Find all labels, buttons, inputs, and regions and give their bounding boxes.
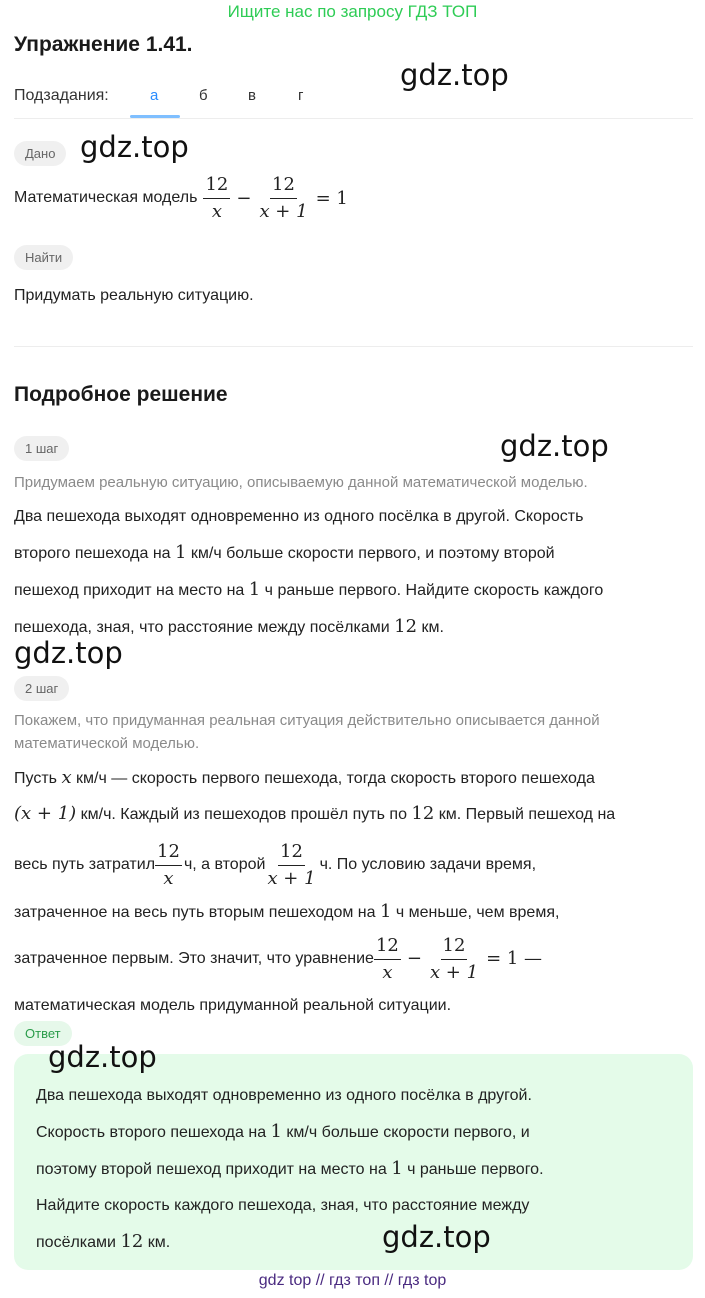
step2-line: математическая модель придуманной реальной ситуации.	[14, 997, 452, 1014]
watermark: gdz.top	[400, 58, 509, 92]
fraction	[257, 174, 309, 223]
watermark: gdz.top	[80, 130, 189, 164]
fraction	[374, 935, 401, 984]
text-part: км.	[143, 1234, 171, 1251]
fraction	[155, 841, 182, 890]
step2-line	[14, 836, 699, 894]
tabs-divider	[14, 118, 693, 119]
number: 1	[270, 1121, 282, 1142]
fraction-denominator: x	[382, 961, 393, 983]
fraction-numerator: 12	[203, 174, 230, 199]
solution-heading: Подробное решение	[14, 383, 228, 406]
answer-line: Два пешехода выходят одновременно из одного посёлка в другой.	[36, 1087, 532, 1104]
step2-note-line: математической моделью.	[14, 735, 200, 752]
number: 12	[411, 803, 435, 824]
step1-text	[14, 499, 694, 646]
answer-line	[36, 1151, 676, 1188]
text-part: Скорость второго пешехода на	[36, 1124, 271, 1141]
expression: (x + 1)	[14, 803, 77, 824]
step1-line: Два пешехода выходят одновременно из одного посёлка в другой. Скорость	[14, 508, 584, 525]
watermark: gdz.top	[48, 1040, 157, 1074]
text-part: поэтому второй пешеход приходит на место на	[36, 1161, 392, 1178]
step1-pill: 1 шаг	[14, 436, 69, 461]
watermark: gdz.top	[500, 429, 609, 463]
step1-line	[14, 572, 694, 609]
answer-text	[36, 1078, 676, 1261]
answer-pill: Ответ	[14, 1021, 72, 1046]
find-text: Придумать реальную ситуацию.	[14, 287, 254, 304]
page-title: Упражнение 1.41.	[14, 33, 193, 56]
watermark: gdz.top	[14, 636, 123, 670]
equation-rhs: = 1	[315, 187, 348, 209]
fraction-numerator: 12	[374, 935, 401, 960]
text-part: Пусть	[14, 770, 62, 787]
step2-text	[14, 760, 699, 1024]
subtasks-label: Подзадания:	[14, 87, 109, 104]
fraction-numerator: 12	[441, 935, 468, 960]
section-divider	[14, 346, 693, 347]
answer-line: Найдите скорость каждого пешехода, зная, что расстояние между	[36, 1197, 530, 1214]
text-part: посёлками	[36, 1234, 121, 1251]
given-pill: Дано	[14, 141, 66, 166]
text-part: затраченное на весь путь вторым пешеходом на	[14, 904, 380, 921]
text-part: ч меньше, чем время,	[391, 904, 560, 921]
variable: x	[61, 767, 72, 788]
fraction	[428, 935, 480, 984]
fraction-numerator: 12	[270, 174, 297, 199]
number: 1	[248, 579, 261, 600]
given-model	[14, 170, 354, 226]
number: 1	[391, 1158, 403, 1179]
text-part: затраченное первым. Это значит, что уравнение	[14, 950, 374, 967]
tab-subtask-v[interactable]: в	[248, 87, 256, 104]
tab-subtask-g[interactable]: г	[298, 87, 304, 104]
text-part: км. Первый пешеход на	[434, 806, 616, 823]
minus-sign: −	[236, 187, 252, 209]
number: 1	[175, 542, 187, 563]
text-part: км/ч. Каждый из пешеходов прошёл путь по	[76, 806, 412, 823]
step2-pill: 2 шаг	[14, 676, 69, 701]
watermark: gdz.top	[382, 1220, 491, 1254]
answer-line	[36, 1224, 676, 1261]
fraction-numerator: 12	[155, 841, 182, 866]
step1-note: Придумаем реальную ситуацию, описываемую данной математической моделью.	[14, 474, 588, 491]
footer-links[interactable]: gdz top // гдз топ // гдз top	[258, 1272, 447, 1289]
step2-note-line: Покажем, что придуманная реальная ситуация действительно описывается данной	[14, 712, 600, 729]
text-part: ч раньше первого.	[402, 1161, 544, 1178]
fraction	[265, 841, 317, 890]
fraction-numerator: 12	[278, 841, 305, 866]
text-part: пешехода, зная, что расстояние между посёлками	[14, 619, 395, 636]
text-part: второго пешехода на	[14, 545, 175, 562]
text-part: км/ч больше скорости первого, и	[281, 1124, 530, 1141]
step2-line	[14, 930, 699, 988]
step2-note	[14, 709, 694, 755]
tab-subtask-b[interactable]: б	[199, 87, 208, 104]
fraction-denominator: x + 1	[259, 200, 308, 222]
text-part: весь путь затратил	[14, 856, 156, 873]
fraction-denominator: x	[211, 200, 222, 222]
given-text: Математическая модель	[14, 189, 198, 206]
step2-line	[14, 760, 699, 796]
minus-sign: −	[406, 948, 422, 969]
fraction-denominator: x + 1	[267, 867, 316, 889]
text-part: км/ч больше скорости первого, и поэтому второй	[186, 545, 555, 562]
text-part: пешеход приходит на место на	[14, 582, 249, 599]
tab-subtask-a[interactable]: а	[150, 87, 159, 104]
step2-line	[14, 894, 699, 930]
text-part: км/ч — скорость первого пешехода, тогда скорость второго пешехода	[71, 770, 595, 787]
equation-rhs: = 1 —	[486, 948, 543, 969]
fraction	[203, 174, 230, 223]
number: 12	[120, 1231, 144, 1252]
top-banner: Ищите нас по запросу ГДЗ ТОП	[227, 2, 478, 21]
number: 12	[394, 616, 418, 637]
text-part: ч раньше первого. Найдите скорость каждого	[260, 582, 604, 599]
fraction-denominator: x + 1	[429, 961, 479, 983]
answer-line	[36, 1114, 676, 1151]
fraction-denominator: x	[163, 867, 174, 889]
step2-line	[14, 796, 699, 832]
text-part: км.	[417, 619, 444, 636]
text-part: ч, а второй	[183, 856, 266, 873]
text-part: ч. По условию задачи время,	[319, 856, 537, 873]
step1-line	[14, 535, 694, 572]
number: 1	[379, 901, 392, 922]
find-pill: Найти	[14, 245, 73, 270]
